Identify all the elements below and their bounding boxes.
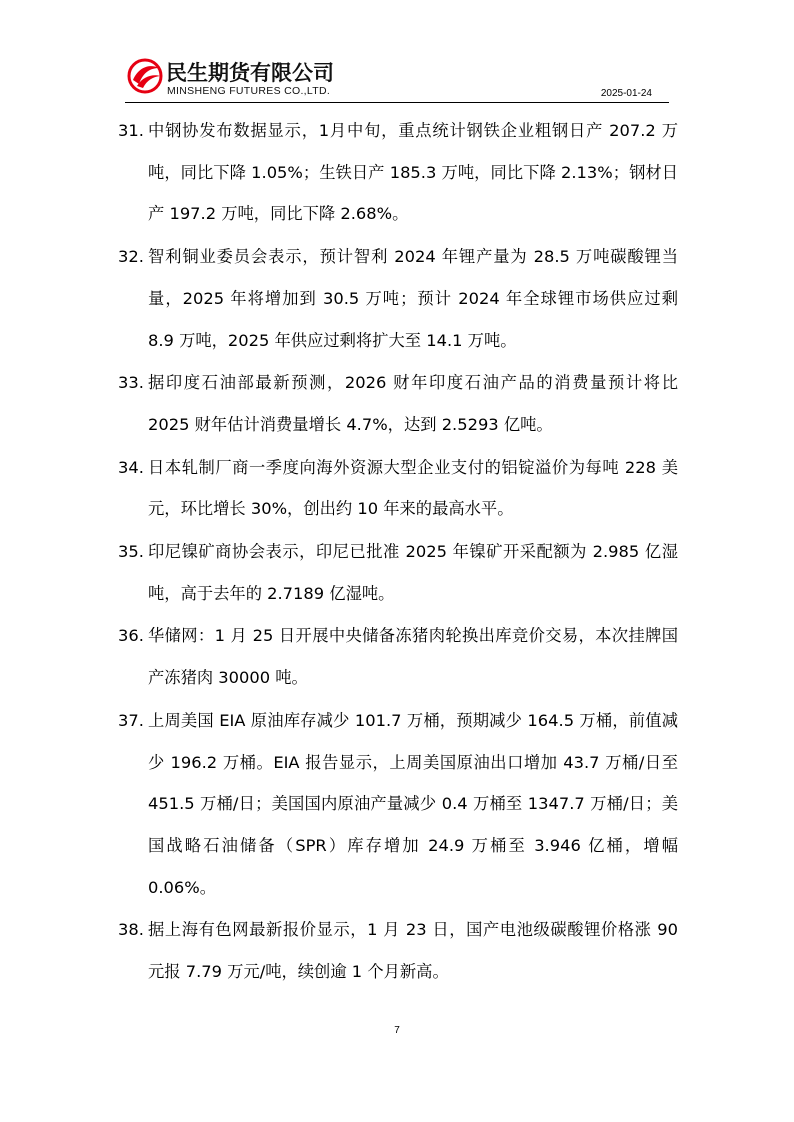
item-number: 31. xyxy=(118,121,144,140)
list-item xyxy=(118,700,678,909)
item-text: 印尼镍矿商协会表示，印尼已批准 2025 年镍矿开采配额为 2.985 亿湿吨，高于去年的 2.7189 亿湿吨。 xyxy=(148,542,678,603)
header-divider xyxy=(125,102,669,103)
item-text: 据印度石油部最新预测，2026 财年印度石油产品的消费量预计将比 2025 财年估计消费量增长 4.7%，达到 2.5293 亿吨。 xyxy=(148,373,678,434)
company-name-en: MINSHENG FUTURES CO.,LTD. xyxy=(167,85,331,97)
item-text: 据上海有色网最新报价显示，1 月 23 日，国产电池级碳酸锂价格涨 90 元报 7.79 万元/吨，续创逾 1 个月新高。 xyxy=(148,920,678,982)
item-number: 35. xyxy=(118,542,144,562)
item-text: 中钢协发布数据显示，1月中旬，重点统计钢铁企业粗钢日产 207.2 万吨，同比下降 1.05%；生铁日产 185.3 万吨，同比下降 2.13%；钢材日产 197.2 万吨，同比下降 2.68%。 xyxy=(148,121,678,224)
list-item xyxy=(118,531,678,614)
list-item xyxy=(118,362,678,445)
report-date: 2025-01-24 xyxy=(600,88,652,99)
item-number: 36. xyxy=(118,626,144,646)
list-item xyxy=(118,909,678,992)
item-number: 32. xyxy=(118,247,144,267)
company-name-cn: 民生期货有限公司 xyxy=(166,61,334,85)
page-number: 7 xyxy=(394,1025,400,1036)
minsheng-logo-icon xyxy=(127,58,163,94)
list-item xyxy=(118,615,678,698)
list-item xyxy=(118,110,678,235)
page-header xyxy=(0,0,794,110)
item-number: 38. xyxy=(118,920,144,940)
item-number: 33. xyxy=(118,373,144,393)
item-number: 37. xyxy=(118,710,144,730)
item-text: 智利铜业委员会表示，预计智利 2024 年锂产量为 28.5 万吨碳酸锂当量，2025 年将增加到 30.5 万吨；预计 2024 年全球锂市场供应过剩 8.9 万吨，2025 年供应过剩将扩大至 14.1 万吨。 xyxy=(148,247,678,350)
news-list xyxy=(118,110,678,994)
item-number: 34. xyxy=(118,457,144,477)
item-text: 华储网：1 月 25 日开展中央储备冻猪肉轮换出库竞价交易，本次挂牌国产冻猪肉 30000 吨。 xyxy=(148,626,678,688)
item-text: 上周美国 EIA 原油库存减少 101.7 万桶，预期减少 164.5 万桶，前值减少 196.2 万桶。EIA 报告显示，上周美国原油出口增加 43.7 万桶/日至 451.5 万桶/日；美国国内原油产量减少 0.4 万桶至 1347.7 万桶/日；美国战略石油储备（SPR）库存增加 24.9 万桶至 3.946 亿桶，增幅 0.06%。 xyxy=(148,710,678,897)
item-text: 日本轧制厂商一季度向海外资源大型企业支付的铝锭溢价为每吨 228 美元，环比增长 30%，创出约 10 年来的最高水平。 xyxy=(148,457,678,519)
list-item xyxy=(118,447,678,530)
list-item xyxy=(118,236,678,361)
